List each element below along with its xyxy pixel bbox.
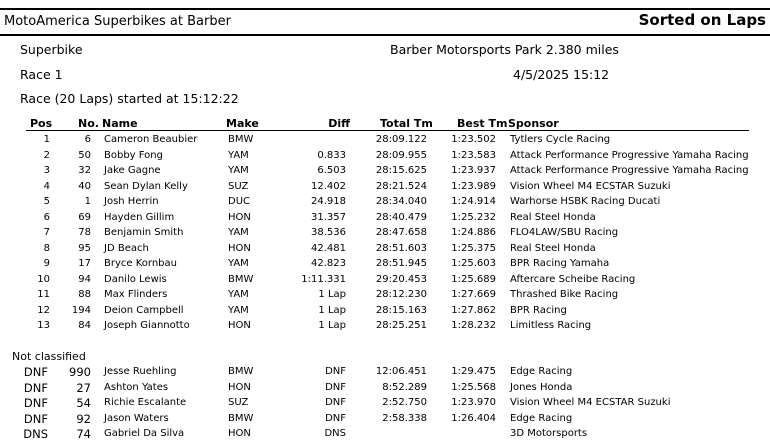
cell-pos: 3 <box>43 165 50 176</box>
table-row <box>0 411 770 426</box>
cell-sponsor: Edge Racing <box>510 366 573 377</box>
cell-total: 28:51.603 <box>375 242 427 254</box>
cell-total: 28:34.040 <box>375 196 427 207</box>
cell-diff: DNF <box>325 366 346 377</box>
cell-diff: 1 Lap <box>318 304 346 316</box>
cell-no: 54 <box>76 396 91 410</box>
cell-no: 990 <box>69 365 91 379</box>
cell-pos: 11 <box>37 289 50 300</box>
cell-total: 28:12.230 <box>375 289 427 300</box>
cell-diff: 38.536 <box>311 227 346 238</box>
cell-name: Hayden Gillim <box>104 211 175 223</box>
cell-total: 8:52.289 <box>382 381 427 393</box>
cell-name: Joseph Giannotto <box>104 320 190 331</box>
cell-diff: 12.402 <box>311 180 346 192</box>
cell-name: Gabriel Da Silva <box>104 428 185 439</box>
cell-pos: 1 <box>43 134 50 145</box>
cell-total: 2:58.338 <box>382 412 427 424</box>
venue-label: Barber Motorsports Park 2.380 miles <box>390 42 619 57</box>
cell-sponsor: Edge Racing <box>510 412 573 424</box>
cell-make: DUC <box>228 196 251 207</box>
cell-best: 1:27.862 <box>451 304 496 316</box>
cell-sponsor: FLO4LAW/SBU Racing <box>510 227 619 238</box>
header-rule <box>0 34 770 36</box>
cell-pos: 8 <box>43 242 50 254</box>
cell-best: 1:29.475 <box>451 366 496 377</box>
cell-name: Bobby Fong <box>104 149 163 161</box>
cell-best: 1:25.232 <box>451 211 496 223</box>
cell-pos: DNF <box>23 365 48 379</box>
cell-name: JD Beach <box>104 242 149 254</box>
cell-pos: 6 <box>43 211 50 223</box>
cell-best: 1:25.689 <box>451 273 496 285</box>
cell-make: HON <box>228 211 251 223</box>
cell-best: 1:26.404 <box>451 412 496 424</box>
cell-make: HON <box>228 381 251 393</box>
col-name: Name <box>102 117 138 130</box>
cell-best: 1:23.937 <box>451 165 496 176</box>
cell-total: 28:47.658 <box>375 227 427 238</box>
cell-sponsor: BPR Racing Yamaha <box>510 258 610 269</box>
cell-no: 50 <box>78 149 91 161</box>
cell-no: 194 <box>71 304 91 316</box>
sort-label: Sorted on Laps <box>638 11 766 29</box>
col-best: Best Tm <box>457 117 508 130</box>
cell-sponsor: Jones Honda <box>510 381 573 393</box>
cell-make: YAM <box>228 304 249 316</box>
cell-sponsor: Attack Performance Progressive Yamaha Racing <box>510 149 749 161</box>
cell-make: YAM <box>228 149 249 161</box>
cell-pos: 7 <box>43 227 50 238</box>
table-row <box>0 272 770 287</box>
cell-no: 74 <box>76 427 91 441</box>
cell-total: 28:09.955 <box>375 149 427 161</box>
cell-total: 28:40.479 <box>375 211 427 223</box>
cell-diff: 42.481 <box>311 242 346 254</box>
table-row <box>0 287 770 302</box>
table-row <box>0 426 770 441</box>
cell-make: YAM <box>228 289 249 300</box>
cell-diff: 31.357 <box>311 211 346 223</box>
cell-diff: DNF <box>325 412 346 424</box>
cell-pos: 10 <box>37 273 50 285</box>
cell-pos: DNF <box>23 396 48 410</box>
table-row <box>0 380 770 395</box>
cell-no: 84 <box>78 320 91 331</box>
cell-make: BMW <box>228 366 254 377</box>
col-no: No. <box>78 117 99 130</box>
cell-name: Benjamin Smith <box>104 227 184 238</box>
col-diff: Diff <box>328 117 350 130</box>
not-classified-label: Not classified <box>12 350 86 363</box>
cell-best: 1:27.669 <box>451 289 496 300</box>
cell-pos: DNF <box>23 411 48 426</box>
page-title: MotoAmerica Superbikes at Barber <box>4 14 231 29</box>
cell-sponsor: Tytlers Cycle Racing <box>510 134 611 145</box>
cell-make: BMW <box>228 273 254 285</box>
cell-sponsor: Vision Wheel M4 ECSTAR Suzuki <box>510 397 671 408</box>
col-make: Make <box>226 117 259 130</box>
cell-make: HON <box>228 320 251 331</box>
cell-make: BMW <box>228 412 254 424</box>
cell-no: 32 <box>78 165 91 176</box>
table-row <box>0 210 770 225</box>
cell-name: Josh Herrin <box>104 196 159 207</box>
cell-name: Jesse Ruehling <box>104 366 177 377</box>
cell-name: Danilo Lewis <box>104 273 167 285</box>
table-row <box>0 179 770 194</box>
cell-total: 28:15.163 <box>375 304 427 316</box>
race-label: Race 1 <box>20 67 63 82</box>
cell-diff: DNF <box>325 397 346 408</box>
cell-sponsor: Real Steel Honda <box>510 242 596 254</box>
table-row <box>0 148 770 163</box>
cell-pos: 2 <box>43 149 50 161</box>
table-row <box>0 163 770 178</box>
cell-best: 1:23.989 <box>451 180 496 192</box>
date-label: 4/5/2025 15:12 <box>513 67 610 82</box>
cell-name: Cameron Beaubier <box>104 134 198 145</box>
table-row <box>0 194 770 209</box>
cell-best: 1:25.568 <box>451 381 496 393</box>
cell-pos: 4 <box>43 180 50 192</box>
cell-name: Richie Escalante <box>104 397 187 408</box>
cell-pos: 9 <box>43 258 50 269</box>
table-row <box>0 364 770 379</box>
cell-name: Bryce Kornbau <box>104 258 177 269</box>
cell-sponsor: Real Steel Honda <box>510 211 596 223</box>
table-row <box>0 318 770 333</box>
cell-sponsor: Vision Wheel M4 ECSTAR Suzuki <box>510 180 671 192</box>
cell-no: 1 <box>84 196 91 207</box>
start-label: Race (20 Laps) started at 15:12:22 <box>20 91 239 106</box>
table-row <box>0 395 770 410</box>
cell-diff: 1 Lap <box>318 320 346 331</box>
cell-diff: 24.918 <box>311 196 346 207</box>
table-row <box>0 132 770 147</box>
col-sponsor: Sponsor <box>508 117 559 130</box>
cell-name: Max Flinders <box>104 289 168 300</box>
cell-total: 29:20.453 <box>375 273 427 285</box>
cell-no: 27 <box>76 380 91 395</box>
cell-sponsor: 3D Motorsports <box>510 428 588 439</box>
cell-total: 2:52.750 <box>382 397 427 408</box>
cell-make: YAM <box>228 165 249 176</box>
class-label: Superbike <box>20 42 83 57</box>
cell-diff: 1:11.331 <box>301 273 346 285</box>
cell-diff: DNF <box>325 381 346 393</box>
cell-make: HON <box>228 242 251 254</box>
table-row <box>0 241 770 256</box>
cell-diff: 0.833 <box>317 149 346 161</box>
cell-name: Deion Campbell <box>104 304 184 316</box>
cell-no: 92 <box>76 411 91 426</box>
cell-best: 1:23.502 <box>451 134 496 145</box>
cell-make: YAM <box>228 258 249 269</box>
cell-total: 28:21.524 <box>375 180 427 192</box>
cell-best: 1:24.914 <box>451 196 496 207</box>
cell-total: 28:15.625 <box>375 165 427 176</box>
top-rule <box>0 8 770 10</box>
cell-sponsor: Warhorse HSBK Racing Ducati <box>510 196 661 207</box>
cell-no: 40 <box>78 180 91 192</box>
table-row <box>0 225 770 240</box>
cell-total: 28:51.945 <box>375 258 427 269</box>
cell-best: 1:25.603 <box>451 258 496 269</box>
cell-name: Jake Gagne <box>104 165 161 176</box>
cell-make: SUZ <box>228 180 249 192</box>
cell-best: 1:25.375 <box>451 242 496 254</box>
cell-no: 95 <box>78 242 91 254</box>
cell-no: 78 <box>78 227 91 238</box>
col-pos: Pos <box>30 117 53 130</box>
cell-make: SUZ <box>228 397 249 408</box>
cell-pos: DNS <box>23 427 48 441</box>
cell-name: Sean Dylan Kelly <box>104 180 188 192</box>
cell-make: HON <box>228 428 251 439</box>
cell-diff: DNS <box>324 428 346 439</box>
cell-sponsor: Attack Performance Progressive Yamaha Racing <box>510 165 749 176</box>
cell-total: 28:09.122 <box>375 134 427 145</box>
cell-pos: 13 <box>37 320 50 331</box>
table-row <box>0 256 770 271</box>
table-row <box>0 303 770 318</box>
cell-name: Jason Waters <box>104 412 169 424</box>
cell-make: BMW <box>228 134 254 145</box>
cell-sponsor: Aftercare Scheibe Racing <box>510 273 636 285</box>
cell-no: 6 <box>84 134 91 145</box>
cell-diff: 1 Lap <box>318 289 346 300</box>
cell-sponsor: BPR Racing <box>510 304 567 316</box>
col-total: Total Tm <box>380 117 433 130</box>
cell-make: YAM <box>228 227 249 238</box>
cell-total: 12:06.451 <box>375 366 427 377</box>
cell-no: 94 <box>78 273 91 285</box>
cell-total: 28:25.251 <box>375 320 427 331</box>
cell-pos: 12 <box>37 304 50 316</box>
cell-no: 88 <box>78 289 91 300</box>
cell-best: 1:23.583 <box>451 149 496 161</box>
cell-pos: DNF <box>23 380 48 395</box>
cell-best: 1:24.886 <box>451 227 496 238</box>
cell-diff: 42.823 <box>311 258 346 269</box>
cell-pos: 5 <box>43 196 50 207</box>
cell-diff: 6.503 <box>317 165 346 176</box>
cell-sponsor: Thrashed Bike Racing <box>510 289 619 300</box>
cell-best: 1:23.970 <box>451 397 496 408</box>
cell-no: 69 <box>78 211 91 223</box>
cell-name: Ashton Yates <box>104 381 169 393</box>
cell-best: 1:28.232 <box>451 320 496 331</box>
cell-sponsor: Limitless Racing <box>510 320 592 331</box>
cell-no: 17 <box>78 258 91 269</box>
header-underline <box>26 130 749 131</box>
